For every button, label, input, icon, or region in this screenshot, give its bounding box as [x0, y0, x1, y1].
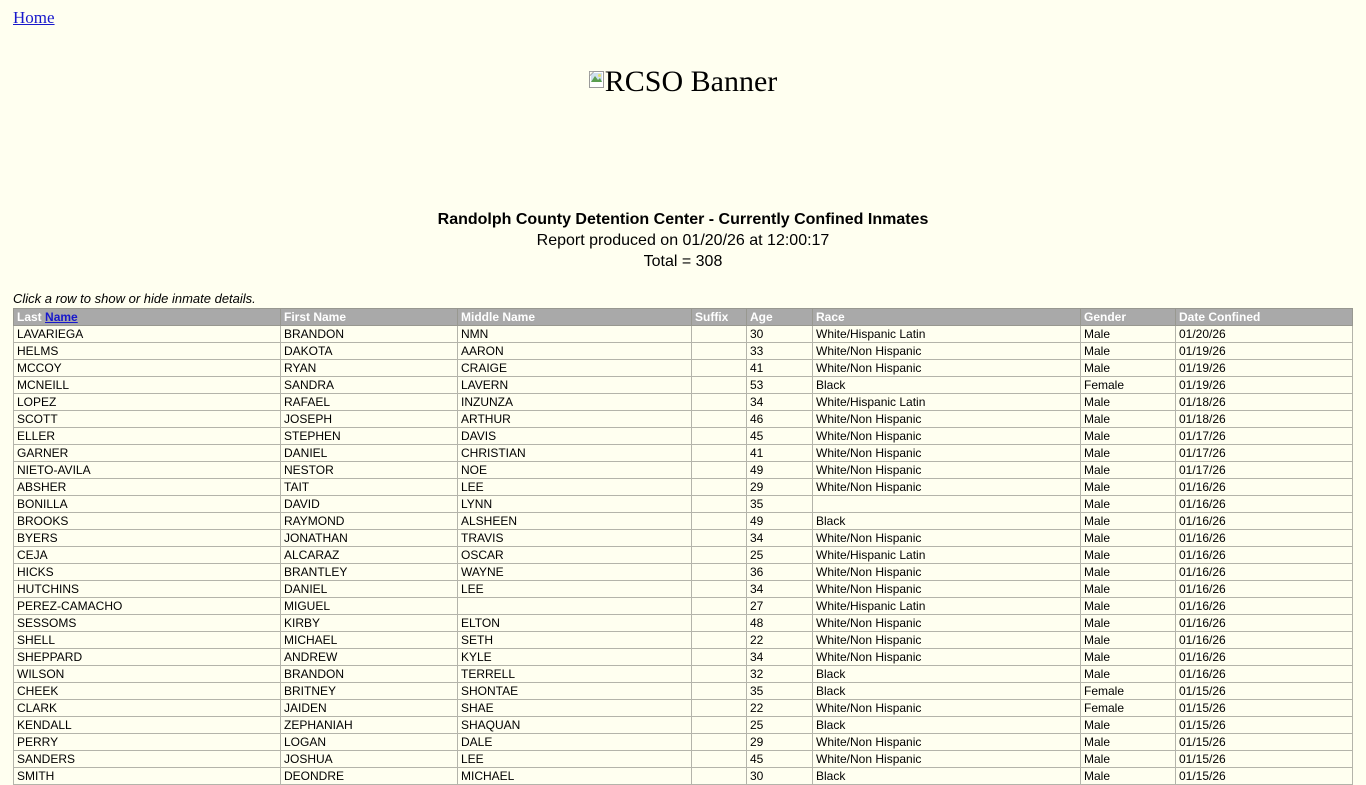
- table-row[interactable]: [14, 564, 1353, 581]
- cell-age: 22: [747, 700, 813, 717]
- table-row[interactable]: [14, 683, 1353, 700]
- table-row[interactable]: [14, 326, 1353, 343]
- cell-middle: NOE: [458, 462, 692, 479]
- cell-middle: SETH: [458, 632, 692, 649]
- cell-first: SANDRA: [281, 377, 458, 394]
- cell-gender: Female: [1081, 700, 1176, 717]
- cell-last: SHEPPARD: [14, 649, 281, 666]
- cell-date: 01/16/26: [1176, 479, 1353, 496]
- cell-gender: Male: [1081, 768, 1176, 785]
- cell-gender: Male: [1081, 496, 1176, 513]
- cell-first: JAIDEN: [281, 700, 458, 717]
- cell-age: 49: [747, 462, 813, 479]
- cell-age: 48: [747, 615, 813, 632]
- cell-first: BRANDON: [281, 666, 458, 683]
- cell-first: RAFAEL: [281, 394, 458, 411]
- cell-date: 01/16/26: [1176, 547, 1353, 564]
- cell-first: ANDREW: [281, 649, 458, 666]
- cell-date: 01/16/26: [1176, 632, 1353, 649]
- cell-date: 01/16/26: [1176, 581, 1353, 598]
- cell-middle: SHAQUAN: [458, 717, 692, 734]
- cell-age: 30: [747, 326, 813, 343]
- cell-age: 36: [747, 564, 813, 581]
- cell-date: 01/16/26: [1176, 513, 1353, 530]
- cell-race: Black: [813, 768, 1081, 785]
- table-row[interactable]: [14, 360, 1353, 377]
- cell-age: 29: [747, 479, 813, 496]
- cell-gender: Male: [1081, 360, 1176, 377]
- cell-middle: ELTON: [458, 615, 692, 632]
- cell-last: HELMS: [14, 343, 281, 360]
- cell-last: HICKS: [14, 564, 281, 581]
- header-age: Age: [747, 309, 813, 326]
- cell-middle: LYNN: [458, 496, 692, 513]
- cell-middle: SHONTAE: [458, 683, 692, 700]
- cell-race: White/Non Hispanic: [813, 411, 1081, 428]
- cell-race: White/Non Hispanic: [813, 445, 1081, 462]
- table-row[interactable]: [14, 411, 1353, 428]
- cell-age: 34: [747, 649, 813, 666]
- cell-race: White/Non Hispanic: [813, 428, 1081, 445]
- cell-date: 01/17/26: [1176, 445, 1353, 462]
- cell-race: Black: [813, 717, 1081, 734]
- cell-age: 27: [747, 598, 813, 615]
- cell-race: White/Non Hispanic: [813, 343, 1081, 360]
- header-race: Race: [813, 309, 1081, 326]
- cell-first: JOSEPH: [281, 411, 458, 428]
- table-row[interactable]: [14, 700, 1353, 717]
- cell-suffix: [692, 326, 747, 343]
- cell-gender: Male: [1081, 666, 1176, 683]
- cell-race: White/Non Hispanic: [813, 615, 1081, 632]
- cell-last: CHEEK: [14, 683, 281, 700]
- cell-middle: TRAVIS: [458, 530, 692, 547]
- cell-race: White/Non Hispanic: [813, 564, 1081, 581]
- cell-age: 34: [747, 530, 813, 547]
- cell-date: 01/15/26: [1176, 768, 1353, 785]
- cell-gender: Male: [1081, 547, 1176, 564]
- cell-suffix: [692, 411, 747, 428]
- cell-middle: MICHAEL: [458, 768, 692, 785]
- cell-age: 33: [747, 343, 813, 360]
- table-row[interactable]: [14, 734, 1353, 751]
- cell-race: White/Non Hispanic: [813, 360, 1081, 377]
- cell-middle: CHRISTIAN: [458, 445, 692, 462]
- cell-date: 01/16/26: [1176, 496, 1353, 513]
- cell-age: 25: [747, 717, 813, 734]
- cell-suffix: [692, 496, 747, 513]
- title-block: [13, 209, 1353, 272]
- cell-middle: TERRELL: [458, 666, 692, 683]
- table-body: [14, 326, 1353, 785]
- table-row[interactable]: [14, 632, 1353, 649]
- cell-race: White/Hispanic Latin: [813, 394, 1081, 411]
- header-suffix: Suffix: [692, 309, 747, 326]
- page-title: Randolph County Detention Center - Currently Confined Inmates: [437, 211, 929, 228]
- cell-suffix: [692, 547, 747, 564]
- cell-race: White/Non Hispanic: [813, 649, 1081, 666]
- cell-last: SCOTT: [14, 411, 281, 428]
- cell-last: BYERS: [14, 530, 281, 547]
- cell-suffix: [692, 360, 747, 377]
- table-row[interactable]: [14, 377, 1353, 394]
- cell-gender: Male: [1081, 445, 1176, 462]
- cell-race: Black: [813, 377, 1081, 394]
- cell-age: 30: [747, 768, 813, 785]
- cell-suffix: [692, 751, 747, 768]
- header-first-name: First Name: [281, 309, 458, 326]
- header-middle-name: Middle Name: [458, 309, 692, 326]
- cell-last: SHELL: [14, 632, 281, 649]
- cell-gender: Female: [1081, 377, 1176, 394]
- cell-age: 34: [747, 394, 813, 411]
- cell-gender: Male: [1081, 649, 1176, 666]
- cell-first: MICHAEL: [281, 632, 458, 649]
- total-count: Total = 308: [643, 253, 723, 270]
- report-timestamp: Report produced on 01/20/26 at 12:00:17: [536, 232, 830, 249]
- cell-first: LOGAN: [281, 734, 458, 751]
- cell-date: 01/20/26: [1176, 326, 1353, 343]
- table-row[interactable]: [14, 666, 1353, 683]
- cell-suffix: [692, 700, 747, 717]
- cell-date: 01/16/26: [1176, 615, 1353, 632]
- cell-suffix: [692, 445, 747, 462]
- cell-last: PERRY: [14, 734, 281, 751]
- cell-age: 25: [747, 547, 813, 564]
- cell-race: White/Hispanic Latin: [813, 326, 1081, 343]
- home-link[interactable]: Home: [13, 8, 55, 27]
- cell-last: BROOKS: [14, 513, 281, 530]
- cell-middle: SHAE: [458, 700, 692, 717]
- cell-last: LAVARIEGA: [14, 326, 281, 343]
- inmates-table: [13, 308, 1353, 785]
- cell-race: Black: [813, 666, 1081, 683]
- cell-first: ALCARAZ: [281, 547, 458, 564]
- cell-last: CEJA: [14, 547, 281, 564]
- cell-last: SANDERS: [14, 751, 281, 768]
- banner-alt-text: RCSO Banner: [604, 65, 778, 98]
- table-row[interactable]: [14, 530, 1353, 547]
- header-last-name: [14, 309, 281, 326]
- cell-date: 01/19/26: [1176, 360, 1353, 377]
- cell-middle: OSCAR: [458, 547, 692, 564]
- cell-race: White/Non Hispanic: [813, 734, 1081, 751]
- cell-date: 01/16/26: [1176, 598, 1353, 615]
- cell-gender: Male: [1081, 513, 1176, 530]
- cell-age: 41: [747, 360, 813, 377]
- cell-last: KENDALL: [14, 717, 281, 734]
- cell-race: White/Non Hispanic: [813, 751, 1081, 768]
- cell-middle: DAVIS: [458, 428, 692, 445]
- table-header: [14, 309, 1353, 326]
- cell-age: 41: [747, 445, 813, 462]
- cell-last: ABSHER: [14, 479, 281, 496]
- cell-middle: [458, 598, 692, 615]
- cell-first: DANIEL: [281, 581, 458, 598]
- cell-age: 34: [747, 581, 813, 598]
- cell-gender: Male: [1081, 734, 1176, 751]
- cell-age: 45: [747, 751, 813, 768]
- cell-age: 22: [747, 632, 813, 649]
- cell-gender: Male: [1081, 632, 1176, 649]
- cell-first: DANIEL: [281, 445, 458, 462]
- table-row[interactable]: [14, 615, 1353, 632]
- cell-age: 35: [747, 496, 813, 513]
- cell-gender: Female: [1081, 683, 1176, 700]
- sort-name-link[interactable]: Name: [45, 310, 78, 324]
- cell-race: Black: [813, 513, 1081, 530]
- cell-suffix: [692, 462, 747, 479]
- cell-date: 01/17/26: [1176, 462, 1353, 479]
- cell-race: [813, 496, 1081, 513]
- table-row[interactable]: [14, 768, 1353, 785]
- cell-suffix: [692, 615, 747, 632]
- cell-age: 46: [747, 411, 813, 428]
- header-last-label: Last: [17, 310, 42, 324]
- cell-race: White/Hispanic Latin: [813, 547, 1081, 564]
- cell-middle: LAVERN: [458, 377, 692, 394]
- cell-date: 01/15/26: [1176, 751, 1353, 768]
- cell-date: 01/19/26: [1176, 343, 1353, 360]
- cell-gender: Male: [1081, 343, 1176, 360]
- cell-middle: CRAIGE: [458, 360, 692, 377]
- cell-race: White/Non Hispanic: [813, 581, 1081, 598]
- cell-first: MIGUEL: [281, 598, 458, 615]
- cell-date: 01/19/26: [1176, 377, 1353, 394]
- cell-suffix: [692, 768, 747, 785]
- cell-middle: LEE: [458, 751, 692, 768]
- cell-last: CLARK: [14, 700, 281, 717]
- cell-last: GARNER: [14, 445, 281, 462]
- cell-date: 01/17/26: [1176, 428, 1353, 445]
- cell-middle: DALE: [458, 734, 692, 751]
- cell-gender: Male: [1081, 581, 1176, 598]
- cell-race: White/Non Hispanic: [813, 700, 1081, 717]
- cell-age: 53: [747, 377, 813, 394]
- table-row[interactable]: [14, 343, 1353, 360]
- cell-gender: Male: [1081, 564, 1176, 581]
- cell-middle: LEE: [458, 479, 692, 496]
- cell-suffix: [692, 394, 747, 411]
- table-row[interactable]: [14, 649, 1353, 666]
- cell-last: HUTCHINS: [14, 581, 281, 598]
- cell-age: 45: [747, 428, 813, 445]
- cell-first: RAYMOND: [281, 513, 458, 530]
- cell-middle: NMN: [458, 326, 692, 343]
- cell-gender: Male: [1081, 615, 1176, 632]
- cell-gender: Male: [1081, 751, 1176, 768]
- cell-gender: Male: [1081, 462, 1176, 479]
- cell-last: WILSON: [14, 666, 281, 683]
- cell-middle: LEE: [458, 581, 692, 598]
- cell-last: BONILLA: [14, 496, 281, 513]
- cell-race: White/Hispanic Latin: [813, 598, 1081, 615]
- cell-last: SESSOMS: [14, 615, 281, 632]
- cell-middle: ARTHUR: [458, 411, 692, 428]
- cell-first: ZEPHANIAH: [281, 717, 458, 734]
- cell-age: 32: [747, 666, 813, 683]
- cell-date: 01/15/26: [1176, 700, 1353, 717]
- cell-gender: Male: [1081, 394, 1176, 411]
- cell-first: JONATHAN: [281, 530, 458, 547]
- cell-gender: Male: [1081, 326, 1176, 343]
- cell-gender: Male: [1081, 530, 1176, 547]
- cell-suffix: [692, 649, 747, 666]
- cell-first: DEONDRE: [281, 768, 458, 785]
- table-row[interactable]: [14, 717, 1353, 734]
- cell-suffix: [692, 717, 747, 734]
- cell-race: White/Non Hispanic: [813, 632, 1081, 649]
- cell-date: 01/16/26: [1176, 530, 1353, 547]
- cell-date: 01/18/26: [1176, 394, 1353, 411]
- cell-last: NIETO-AVILA: [14, 462, 281, 479]
- cell-suffix: [692, 564, 747, 581]
- cell-first: DAKOTA: [281, 343, 458, 360]
- cell-first: STEPHEN: [281, 428, 458, 445]
- cell-race: White/Non Hispanic: [813, 479, 1081, 496]
- cell-gender: Male: [1081, 717, 1176, 734]
- cell-middle: WAYNE: [458, 564, 692, 581]
- instruction-note: Click a row to show or hide inmate details.: [13, 291, 256, 306]
- cell-date: 01/16/26: [1176, 564, 1353, 581]
- cell-race: White/Non Hispanic: [813, 530, 1081, 547]
- cell-suffix: [692, 513, 747, 530]
- cell-suffix: [692, 428, 747, 445]
- cell-first: KIRBY: [281, 615, 458, 632]
- cell-gender: Male: [1081, 428, 1176, 445]
- cell-middle: ALSHEEN: [458, 513, 692, 530]
- cell-gender: Male: [1081, 411, 1176, 428]
- table-row[interactable]: [14, 513, 1353, 530]
- banner: [13, 64, 1353, 99]
- cell-middle: INZUNZA: [458, 394, 692, 411]
- table-row[interactable]: [14, 547, 1353, 564]
- cell-suffix: [692, 377, 747, 394]
- cell-last: LOPEZ: [14, 394, 281, 411]
- cell-first: DAVID: [281, 496, 458, 513]
- cell-last: PEREZ-CAMACHO: [14, 598, 281, 615]
- cell-date: 01/15/26: [1176, 734, 1353, 751]
- header-date-confined: Date Confined: [1176, 309, 1353, 326]
- cell-first: JOSHUA: [281, 751, 458, 768]
- cell-first: BRITNEY: [281, 683, 458, 700]
- cell-first: RYAN: [281, 360, 458, 377]
- cell-first: TAIT: [281, 479, 458, 496]
- cell-age: 35: [747, 683, 813, 700]
- cell-gender: Male: [1081, 598, 1176, 615]
- cell-date: 01/16/26: [1176, 649, 1353, 666]
- cell-last: MCCOY: [14, 360, 281, 377]
- broken-image-icon: [589, 66, 604, 101]
- table-row[interactable]: [14, 445, 1353, 462]
- header-row: [14, 309, 1353, 326]
- cell-race: White/Non Hispanic: [813, 462, 1081, 479]
- cell-suffix: [692, 343, 747, 360]
- cell-date: 01/18/26: [1176, 411, 1353, 428]
- table-row[interactable]: [14, 394, 1353, 411]
- cell-age: 49: [747, 513, 813, 530]
- table-row[interactable]: [14, 581, 1353, 598]
- cell-date: 01/16/26: [1176, 666, 1353, 683]
- header-gender: Gender: [1081, 309, 1176, 326]
- cell-suffix: [692, 632, 747, 649]
- cell-last: MCNEILL: [14, 377, 281, 394]
- cell-last: ELLER: [14, 428, 281, 445]
- table-row[interactable]: [14, 428, 1353, 445]
- table-row[interactable]: [14, 751, 1353, 768]
- cell-middle: AARON: [458, 343, 692, 360]
- cell-suffix: [692, 683, 747, 700]
- cell-last: SMITH: [14, 768, 281, 785]
- table-row[interactable]: [14, 496, 1353, 513]
- cell-suffix: [692, 530, 747, 547]
- cell-suffix: [692, 581, 747, 598]
- cell-first: NESTOR: [281, 462, 458, 479]
- table-row[interactable]: [14, 479, 1353, 496]
- cell-race: Black: [813, 683, 1081, 700]
- cell-gender: Male: [1081, 479, 1176, 496]
- cell-first: BRANDON: [281, 326, 458, 343]
- table-row[interactable]: [14, 462, 1353, 479]
- cell-date: 01/15/26: [1176, 683, 1353, 700]
- table-row[interactable]: [14, 598, 1353, 615]
- cell-middle: KYLE: [458, 649, 692, 666]
- cell-age: 29: [747, 734, 813, 751]
- cell-first: BRANTLEY: [281, 564, 458, 581]
- cell-suffix: [692, 734, 747, 751]
- cell-suffix: [692, 666, 747, 683]
- cell-suffix: [692, 598, 747, 615]
- cell-date: 01/15/26: [1176, 717, 1353, 734]
- cell-suffix: [692, 479, 747, 496]
